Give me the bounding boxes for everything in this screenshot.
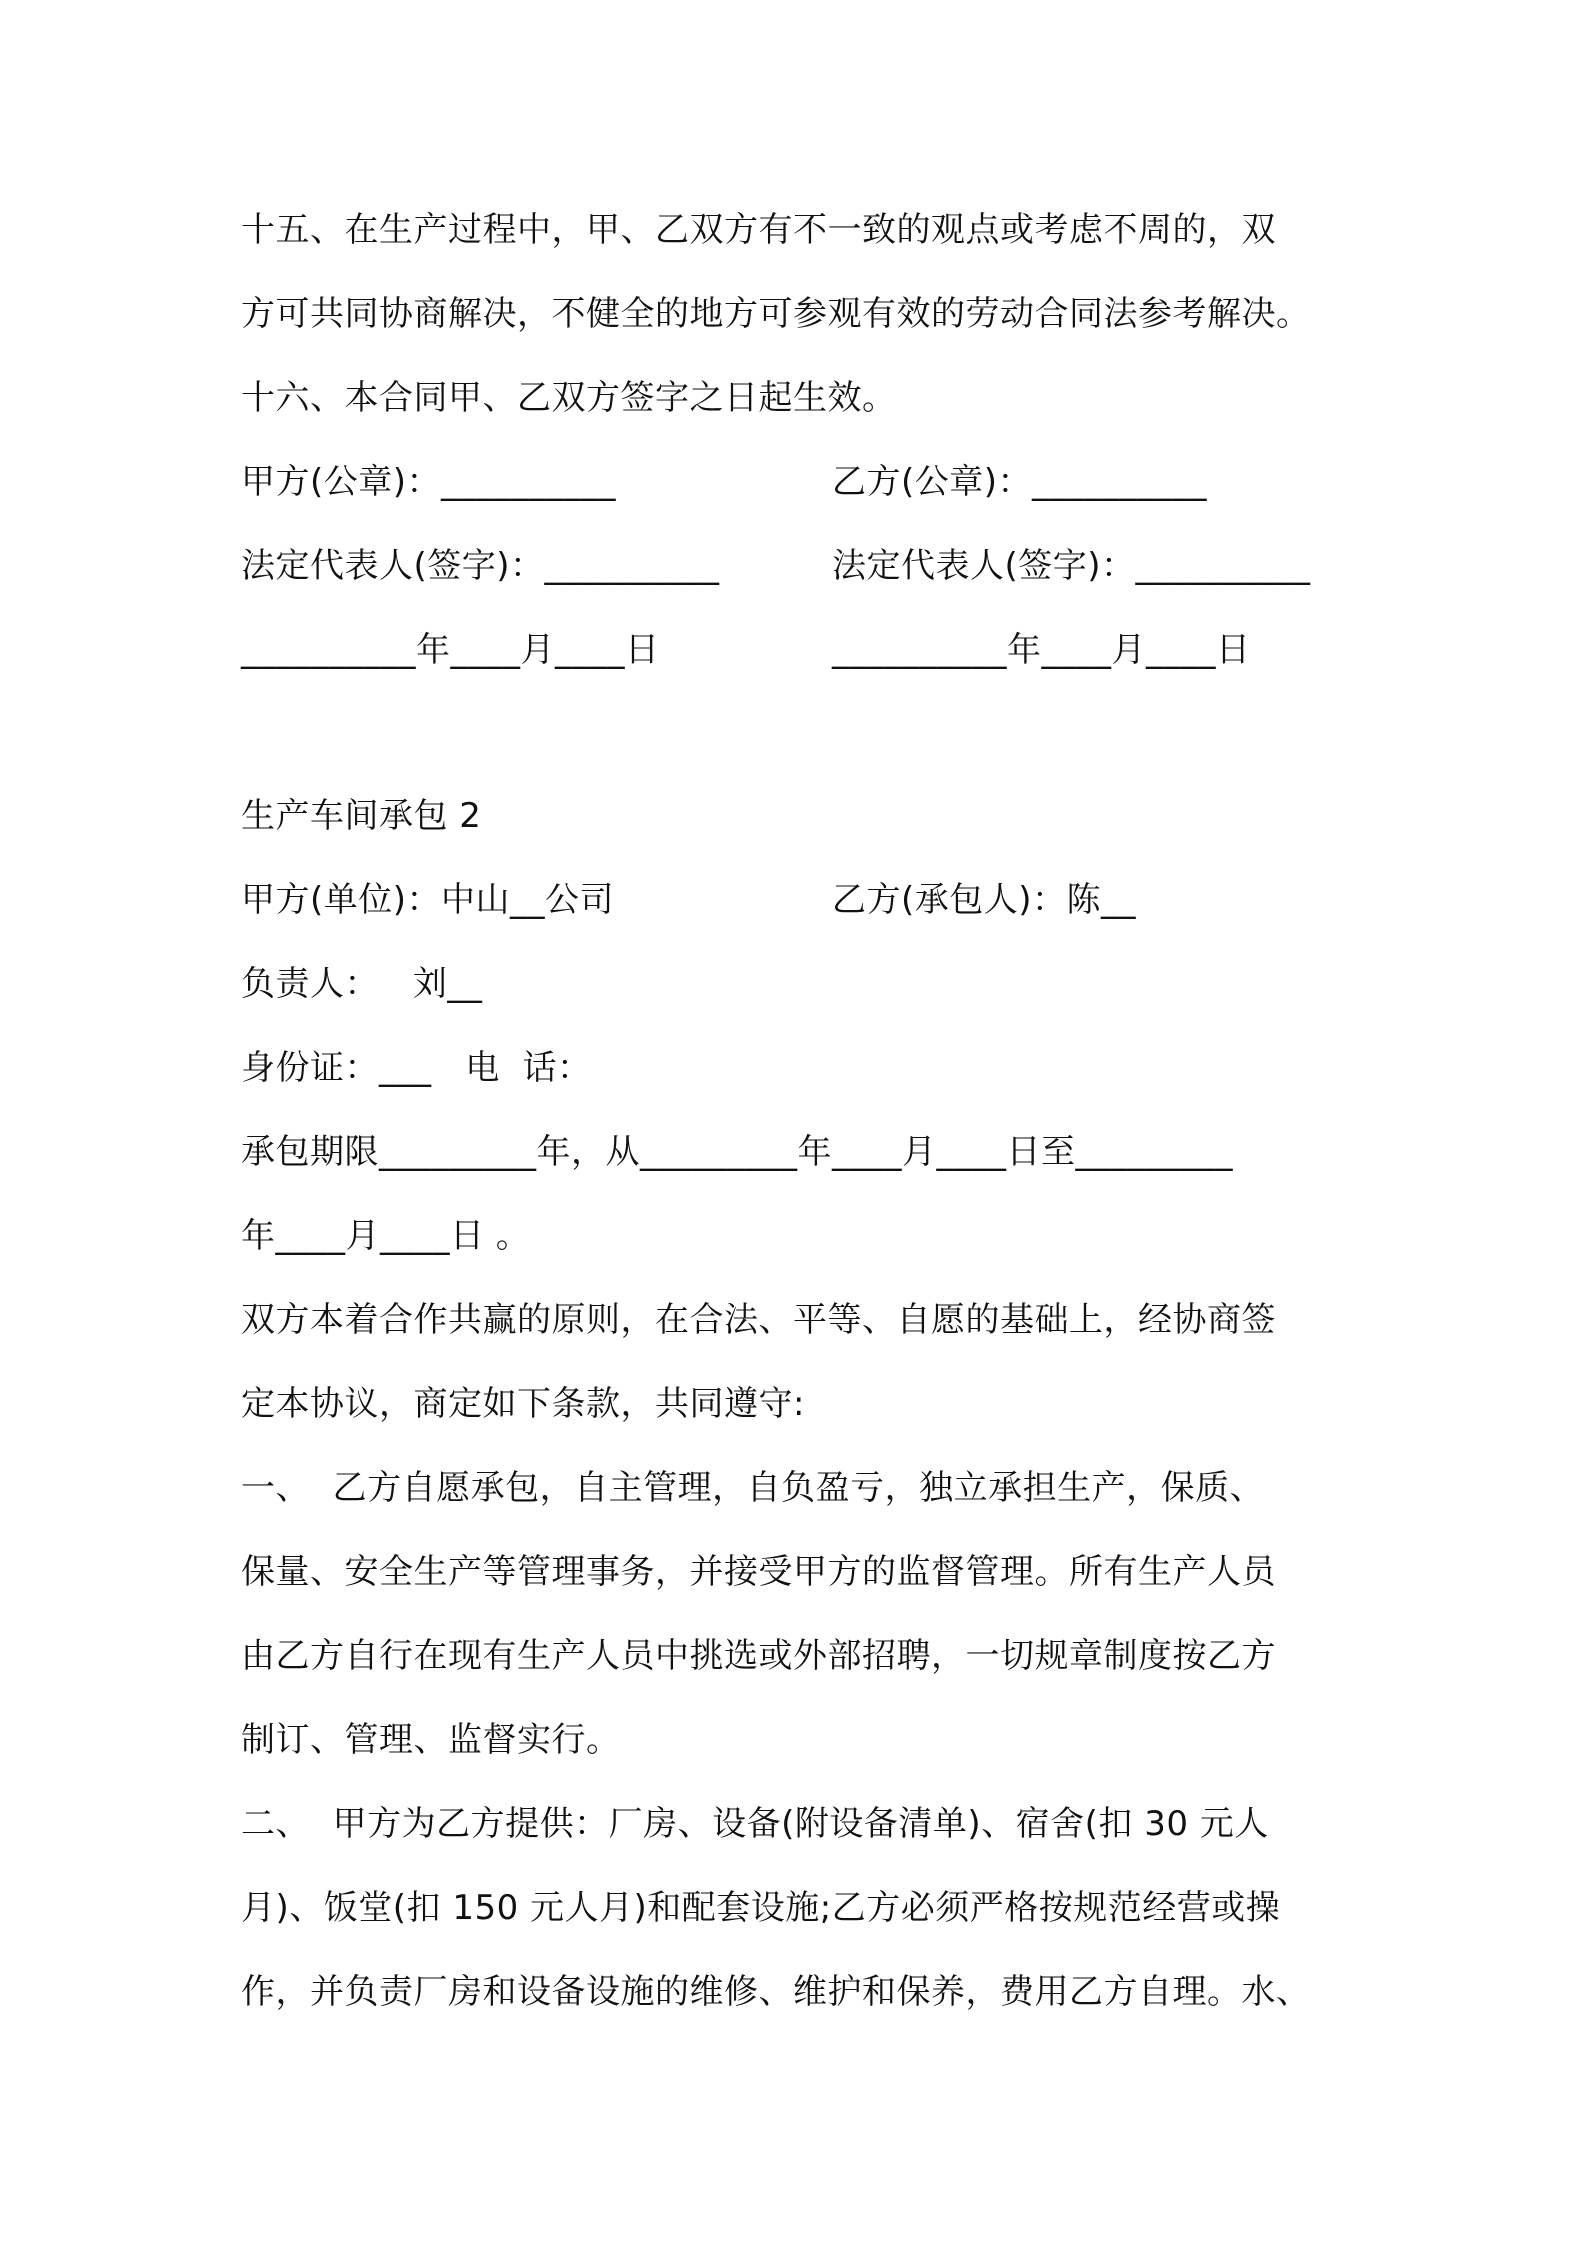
clause-1-line-4: 制订、管理、监督实行。 <box>241 1720 621 1760</box>
clause-1-line-2: 保量、安全生产等管理事务，并接受甲方的监督管理。所有生产人员 <box>241 1552 1276 1592</box>
contract-term-line-2: 年____月____日 。 <box>241 1216 531 1256</box>
section-title: 生产车间承包 2 <box>241 796 482 836</box>
clause-16: 十六、本合同甲、乙双方签字之日起生效。 <box>241 378 897 418</box>
intro-line-1: 双方本着合作共赢的原则，在合法、平等、自愿的基础上，经协商签 <box>241 1300 1276 1340</box>
contract-term-line-1: 承包期限_________年，从_________年____月____日至_________ <box>241 1132 1233 1172</box>
clause-1-line-3: 由乙方自行在现有生产人员中挑选或外部招聘，一切规章制度按乙方 <box>241 1636 1276 1676</box>
clause-15-line-2: 方可共同协商解决，不健全的地方可参观有效的劳动合同法参考解决。 <box>241 294 1311 334</box>
clause-2-line-2: 月)、饭堂(扣 150 元人月)和配套设施;乙方必须严格按规范经营或操 <box>241 1888 1281 1928</box>
party-b-seal-field: 乙方(公章)：__________ <box>832 462 1208 502</box>
clause-15-line-1: 十五、在生产过程中，甲、乙双方有不一致的观点或考虑不周的，双 <box>241 210 1276 250</box>
person-in-charge: 负责人： 刘__ <box>241 964 483 1004</box>
intro-line-2: 定本协议，商定如下条款，共同遵守: <box>241 1384 805 1424</box>
id-and-phone: 身份证：___ 电 话： <box>241 1048 592 1088</box>
party-a-rep-field: 法定代表人(签字)：__________ <box>241 546 720 586</box>
clause-1-line-1: 一、 乙方自愿承包，自主管理，自负盈亏，独立承担生产，保质、 <box>241 1468 1265 1508</box>
party-a-seal-field: 甲方(公章)：__________ <box>241 462 617 502</box>
party-b-contractor: 乙方(承包人)：陈__ <box>832 880 1137 920</box>
party-b-rep-field: 法定代表人(签字)：__________ <box>832 546 1311 586</box>
party-a-date-field: __________年____月____日 <box>241 630 660 670</box>
clause-2-line-3: 作，并负责厂房和设备设施的维修、维护和保养，费用乙方自理。水、 <box>241 1972 1311 2012</box>
party-b-date-field: __________年____月____日 <box>832 630 1251 670</box>
clause-2-line-1: 二、 甲方为乙方提供：厂房、设备(附设备清单)、宿舍(扣 30 元人 <box>241 1804 1269 1844</box>
party-a-unit: 甲方(单位)：中山__公司 <box>241 880 615 920</box>
